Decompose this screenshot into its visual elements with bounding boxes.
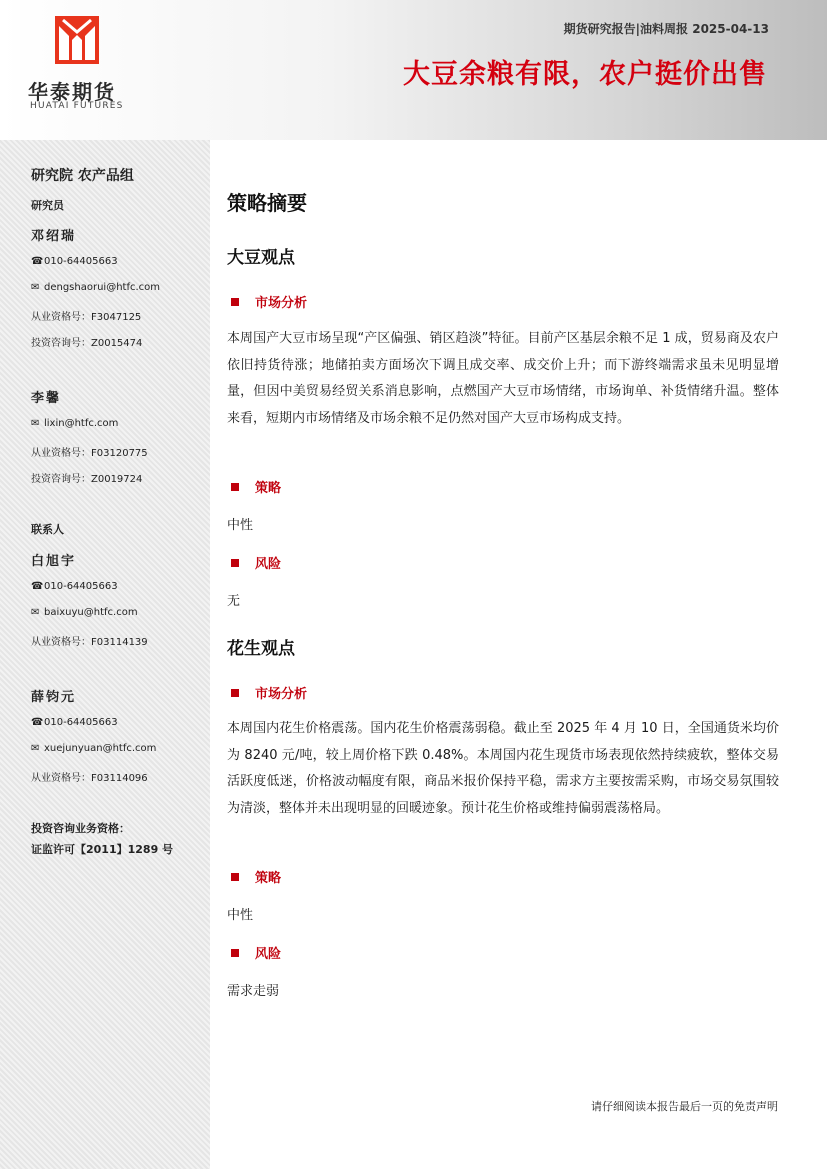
soy-strategy: 中性 xyxy=(227,518,254,533)
peanut-market-heading: 市场分析 xyxy=(231,683,307,702)
license-number: 证监许可【2011】1289 号 xyxy=(31,843,174,856)
company-name-cn: 华泰期货 xyxy=(28,80,116,104)
peanut-risk-heading: 风险 xyxy=(231,943,281,962)
mail-icon: ✉ xyxy=(31,282,40,293)
mail-icon: ✉ xyxy=(31,607,40,618)
bullet-square-icon xyxy=(231,559,239,567)
report-header xyxy=(0,0,827,140)
phone-icon: ☎ xyxy=(31,717,44,728)
contact-license: 从业资格号：F03114096 xyxy=(31,773,148,784)
contact-email[interactable]: ✉ baixuyu@htfc.com xyxy=(31,607,138,618)
peanut-strategy-heading: 策略 xyxy=(231,867,281,886)
peanut-strategy: 中性 xyxy=(227,908,254,923)
bullet-square-icon xyxy=(231,689,239,697)
soy-risk: 无 xyxy=(227,594,241,609)
soy-market-heading: 市场分析 xyxy=(231,292,307,311)
bullet-square-icon xyxy=(231,873,239,881)
peanut-section-title: 花生观点 xyxy=(227,639,295,659)
analyst-license: 从业资格号：F03120775 xyxy=(31,448,148,459)
analyst-advisory-no: 投资咨询号：Z0019724 xyxy=(31,474,143,485)
phone-icon: ☎ xyxy=(31,581,44,592)
report-title: 大豆余粮有限，农户挺价出售 xyxy=(403,59,767,90)
mail-icon: ✉ xyxy=(31,418,40,429)
researcher-role: 研究员 xyxy=(31,199,64,212)
analyst-name: 邓绍瑞 xyxy=(31,229,77,244)
summary-title: 策略摘要 xyxy=(227,191,307,215)
license-title: 投资咨询业务资格： xyxy=(31,822,130,835)
soy-risk-heading: 风险 xyxy=(231,553,281,572)
company-name-en: HUATAI FUTURES xyxy=(30,101,124,111)
bullet-square-icon xyxy=(231,483,239,491)
soy-section-title: 大豆观点 xyxy=(227,248,295,268)
contact-phone: ☎010-64405663 xyxy=(31,581,118,592)
contact-name: 白旭宇 xyxy=(31,554,77,569)
contact-name: 薛钧元 xyxy=(31,690,77,705)
analyst-phone: ☎010-64405663 xyxy=(31,256,118,267)
huatai-logo-icon xyxy=(55,16,99,64)
contact-role: 联系人 xyxy=(31,523,64,536)
report-type-date: 期货研究报告|油料周报 2025-04-13 xyxy=(563,22,769,36)
soy-market-analysis: 本周国产大豆市场呈现“产区偏强、销区趋淡”特征。目前产区基层余粮不足 1 成，贸易商及农户依旧持货待涨；地储拍卖方面场次下调且成交率、成交价上升；而下游终端需求虽未见明显增量，但因中美贸易经贸关系消息影响，点燃国产大豆市场情绪，市场询单、补货情绪升温。整体来看，短期内市场情绪及市场余粮不足仍然对国产大豆市场构成支持。 xyxy=(227,331,779,426)
analyst-advisory-no: 投资咨询号：Z0015474 xyxy=(31,338,143,349)
analyst-email[interactable]: ✉ lixin@htfc.com xyxy=(31,418,119,429)
bullet-square-icon xyxy=(231,298,239,306)
disclaimer-note: 请仔细阅读本报告最后一页的免责声明 xyxy=(591,1100,778,1113)
peanut-market-analysis: 本周国内花生价格震荡。国内花生价格震荡弱稳。截止至 2025 年 4 月 10 日，全国通货米均价为 8240 元/吨，较上周价格下跌 0.48%。本周国内花生现货市场表现依然持续疲软，整体交易活跃度低迷，价格波动幅度有限，商品米报价保持平稳，需求方主要按需采购，市场交易氛围较为清淡，整体并未出现明显的回暖迹象。预计花生价格或维持偏弱震荡格局。 xyxy=(227,721,779,816)
soy-strategy-heading: 策略 xyxy=(231,477,281,496)
contact-phone: ☎010-64405663 xyxy=(31,717,118,728)
contact-license: 从业资格号：F03114139 xyxy=(31,637,148,648)
author-sidebar xyxy=(0,140,210,1169)
contact-email[interactable]: ✉ xuejunyuan@htfc.com xyxy=(31,743,157,754)
analyst-email[interactable]: ✉ dengshaorui@htfc.com xyxy=(31,282,161,293)
phone-icon: ☎ xyxy=(31,256,44,267)
bullet-square-icon xyxy=(231,949,239,957)
analyst-license: 从业资格号：F3047125 xyxy=(31,312,142,323)
research-group: 研究院 农产品组 xyxy=(31,168,134,184)
company-logo xyxy=(28,16,138,116)
mail-icon: ✉ xyxy=(31,743,40,754)
analyst-name: 李馨 xyxy=(31,391,62,406)
peanut-risk: 需求走弱 xyxy=(227,984,280,999)
